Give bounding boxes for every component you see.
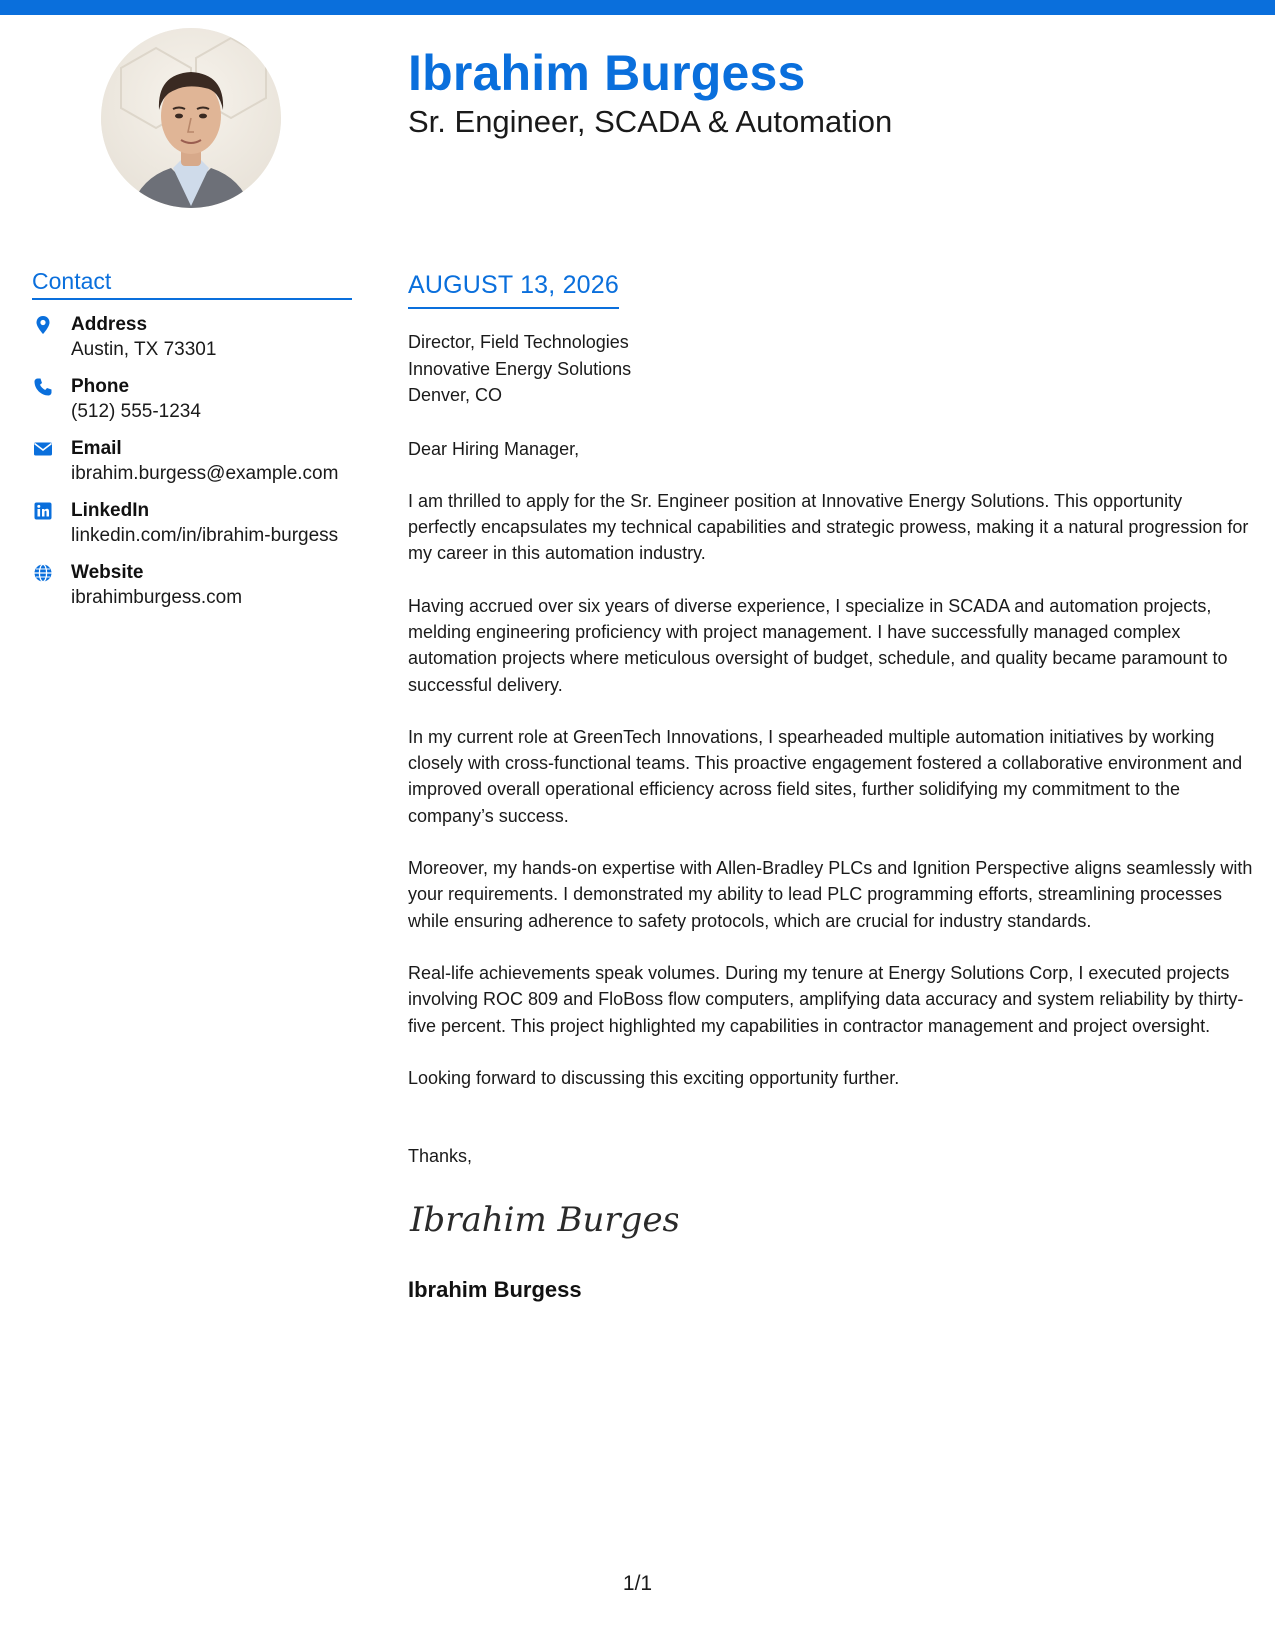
recipient-line: Denver, CO <box>408 385 503 405</box>
handwritten-signature <box>408 1191 678 1251</box>
contact-label: Address <box>71 314 148 335</box>
body-paragraph: I am thrilled to apply for the Sr. Engineer position at Innovative Energy Solutions. This opportunity perfectly encapsulates my technical capabilities and strategic prowess, making it a natural progression for my career in this automation industry. <box>408 490 1249 564</box>
top-accent-bar <box>0 0 1275 15</box>
contact-item-website <box>32 560 352 610</box>
contact-value: (512) 555-1234 <box>71 401 201 422</box>
map-pin-icon <box>33 315 53 335</box>
letter-date: AUGUST 13, 2026 <box>408 270 619 309</box>
body-paragraph: Having accrued over six years of diverse experience, I specialize in SCADA and automation projects, melding engineering proficiency with project management. I have successfully managed complex automation projects where meticulous oversight of budget, schedule, and quality became paramount to successful delivery. <box>408 595 1228 695</box>
recipient-line: Director, Field Technologies <box>408 332 629 352</box>
contact-value: linkedin.com/in/ibrahim-burgess <box>71 525 339 546</box>
phone-icon <box>33 377 53 397</box>
contact-list <box>32 312 352 610</box>
contact-value: ibrahim.burgess@example.com <box>71 463 339 484</box>
contact-value: Austin, TX 73301 <box>71 339 217 360</box>
body-paragraph: Real-life achievements speak volumes. During my tenure at Energy Solutions Corp, I executed projects involving ROC 809 and FloBoss flow computers, amplifying data accuracy and system reliability by thirty-five percent. This project highlighted my capabilities in contractor management and project oversight. <box>408 962 1244 1036</box>
salutation: Dear Hiring Manager, <box>408 438 580 459</box>
recipient-line: Innovative Energy Solutions <box>408 358 632 379</box>
contact-item-email <box>32 436 352 486</box>
contact-item-address <box>32 312 352 362</box>
contact-label: LinkedIn <box>71 500 150 521</box>
contact-label: Phone <box>71 376 130 397</box>
closing: Thanks, <box>408 1146 473 1167</box>
contact-value: ibrahimburgess.com <box>71 587 243 608</box>
body-paragraph: In my current role at GreenTech Innovations, I spearheaded multiple automation initiatives by working closely with cross-functional teams. This proactive engagement fostered a collaborative environment and improved overall operational efficiency across field sites, further solidifying my commitment to the company’s success. <box>408 726 1243 826</box>
email-icon <box>33 439 53 459</box>
contact-label: Email <box>71 438 122 459</box>
contact-section-title: Contact <box>32 267 352 300</box>
applicant-name: Ibrahim Burgess <box>408 45 806 101</box>
recipient-block <box>408 329 1253 409</box>
signed-name: Ibrahim Burgess <box>408 1277 582 1303</box>
body-paragraph: Moreover, my hands-on expertise with Allen-Bradley PLCs and Ignition Perspective aligns seamlessly with your requirements. I demonstrated my ability to lead PLC programming efforts, streamlining processes while ensuring adherence to safety protocols, which are crucial for industry standards. <box>408 858 1253 931</box>
letter-body <box>408 270 1253 1304</box>
letter-header <box>408 42 892 142</box>
contact-item-phone <box>32 374 352 424</box>
applicant-title: Sr. Engineer, SCADA & Automation <box>408 104 893 139</box>
avatar-portrait <box>101 28 281 208</box>
linkedin-icon <box>33 501 53 521</box>
avatar <box>101 28 281 208</box>
contact-label: Website <box>71 562 144 583</box>
body-paragraph: Looking forward to discussing this exciting opportunity further. <box>408 1067 900 1088</box>
contact-item-linkedin <box>32 498 352 548</box>
globe-icon <box>33 563 53 583</box>
page-number: 1/1 <box>622 1572 653 1595</box>
signature-text: Ibrahim Burgess <box>410 1200 678 1241</box>
contact-sidebar <box>32 267 352 622</box>
